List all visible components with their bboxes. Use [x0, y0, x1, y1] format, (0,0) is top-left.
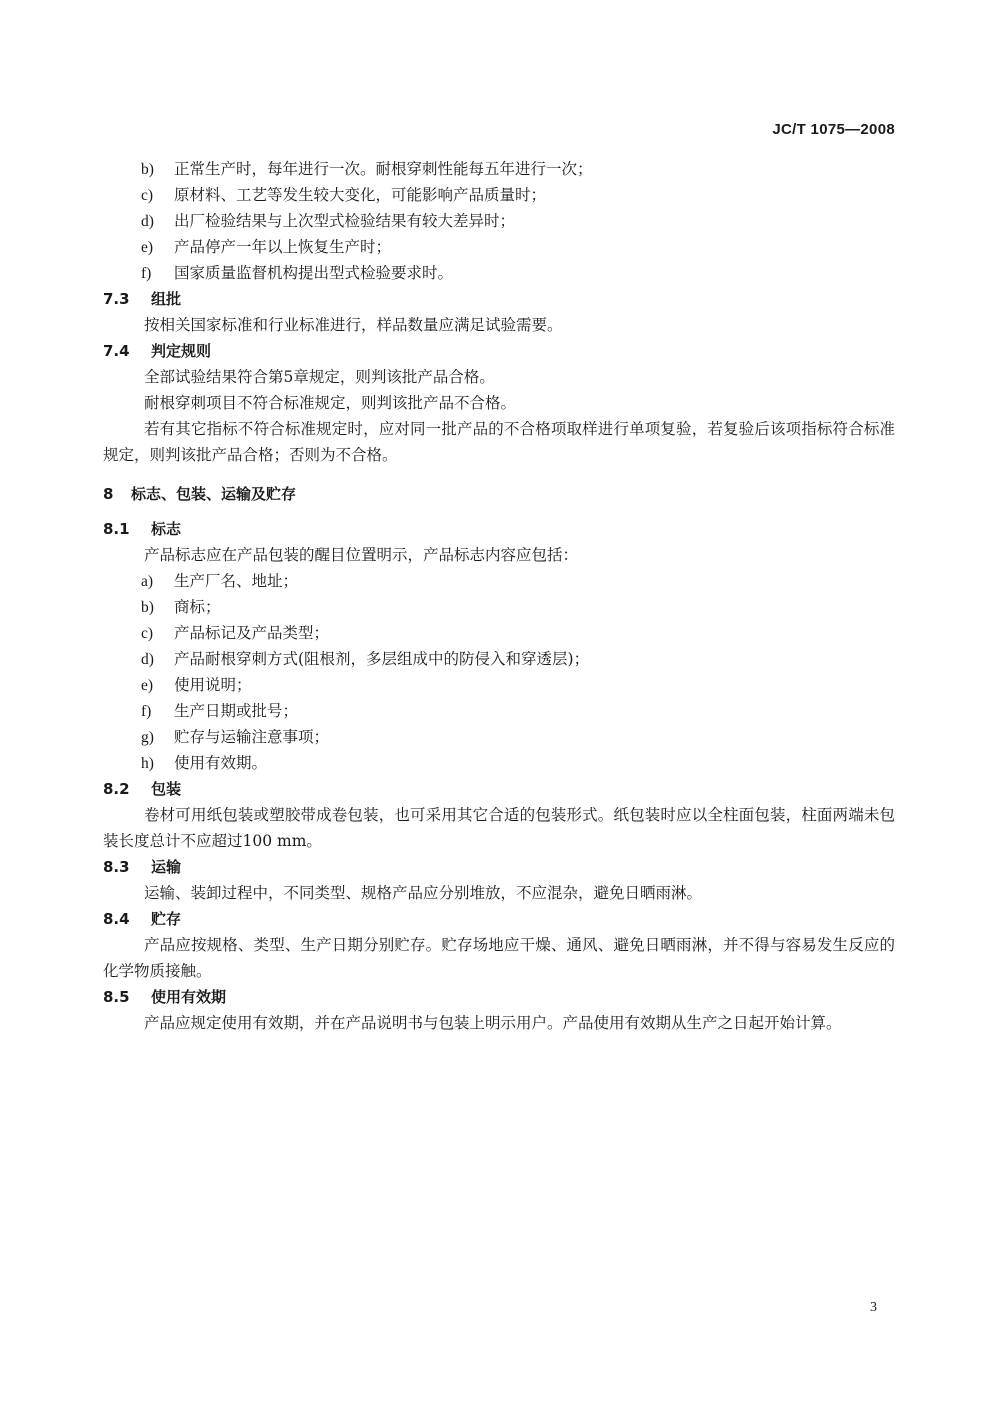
packaging-paragraph: 卷材可用纸包装或塑胶带成卷包装，也可采用其它合适的包装形式。纸包装时应以全柱面包装，柱面两端未包装长度总计不应超过100 mm。: [103, 806, 895, 850]
list-marker: e): [141, 239, 154, 256]
section-title: 组批: [151, 290, 182, 308]
section-number: 8.1: [103, 520, 130, 538]
section-number: 8.2: [103, 780, 130, 798]
judgement-paragraph-3: 若有其它指标不符合标准规定时，应对同一批产品的不合格项取样进行单项复验，若复验后该项指标符合标准规定，则判该批产品合格；否则为不合格。: [103, 420, 895, 464]
list-marker: f): [141, 703, 152, 720]
list-text: 使用说明；: [174, 676, 252, 694]
list-marker: h): [141, 755, 154, 772]
list-marker: e): [141, 677, 154, 694]
list-text: 出厂检验结果与上次型式检验结果有较大差异时；: [174, 212, 516, 230]
section-heading-8: [103, 481, 895, 507]
list-item: [103, 182, 895, 208]
document-code: JC/T 1075—2008: [772, 121, 895, 138]
section-number: 7.4: [103, 342, 130, 360]
batching-paragraph: 按相关国家标准和行业标准进行，样品数量应满足试验需要。: [144, 316, 563, 334]
list-text: 产品标记及产品类型；: [174, 624, 330, 642]
section-number: 7.3: [103, 290, 130, 308]
list-item: [103, 234, 895, 260]
list-text: 商标；: [174, 598, 221, 616]
list-marker: c): [141, 187, 154, 204]
marking-intro: 产品标志应在产品包装的醒目位置明示，产品标志内容应包括：: [144, 546, 579, 564]
list-marker: g): [141, 729, 154, 746]
list-text: 使用有效期。: [174, 754, 268, 772]
list-marker: d): [141, 651, 154, 668]
page-content: [103, 156, 895, 1036]
transport-paragraph: 运输、装卸过程中，不同类型、规格产品应分别堆放，不应混杂，避免日晒雨淋。: [144, 884, 703, 902]
list-marker: b): [141, 161, 154, 178]
section-number: 8.4: [103, 910, 130, 928]
list-item: [103, 208, 895, 234]
list-text: 产品停产一年以上恢复生产时；: [174, 238, 392, 256]
list-marker: d): [141, 213, 154, 230]
section-title: 使用有效期: [151, 988, 227, 1006]
section-title: 判定规则: [151, 342, 212, 360]
list-text: 国家质量监督机构提出型式检验要求时。: [174, 264, 454, 282]
list-text: 正常生产时，每年进行一次。耐根穿刺性能每五年进行一次；: [174, 160, 593, 178]
validity-paragraph: 产品应规定使用有效期，并在产品说明书与包装上明示用户。产品使用有效期从生产之日起开始计算。: [144, 1014, 842, 1032]
section-title: 运输: [151, 858, 182, 876]
section-number: 8.5: [103, 988, 130, 1006]
section-heading-8-4: [103, 906, 895, 932]
page-number: 3: [870, 1300, 877, 1315]
list-item: [103, 698, 895, 724]
list-item: [103, 646, 895, 672]
list-item: [103, 672, 895, 698]
section-title: 包装: [151, 780, 182, 798]
section-heading-8-5: [103, 984, 895, 1010]
section-title: 标志、包装、运输及贮存: [131, 485, 297, 503]
list-text: 生产日期或批号；: [174, 702, 299, 720]
list-marker: b): [141, 599, 154, 616]
list-item: [103, 594, 895, 620]
judgement-paragraph-1: 全部试验结果符合第5章规定，则判该批产品合格。: [144, 368, 495, 386]
judgement-paragraph-2: 耐根穿刺项目不符合标准规定，则判该批产品不合格。: [144, 394, 517, 412]
section-heading-8-3: [103, 854, 895, 880]
list-marker: a): [141, 573, 154, 590]
list-marker: c): [141, 625, 154, 642]
section-number: 8: [103, 485, 114, 503]
section-title: 标志: [151, 520, 182, 538]
list-text: 产品耐根穿刺方式(阻根剂，多层组成中的防侵入和穿透层)；: [174, 650, 590, 668]
list-item: [103, 724, 895, 750]
section-title: 贮存: [151, 910, 182, 928]
section-heading-8-2: [103, 776, 895, 802]
section-number: 8.3: [103, 858, 130, 876]
list-item: [103, 568, 895, 594]
inspection-condition-list: [103, 156, 895, 286]
list-marker: f): [141, 265, 152, 282]
storage-paragraph: 产品应按规格、类型、生产日期分别贮存。贮存场地应干燥、通风、避免日晒雨淋，并不得与容易发生反应的化学物质接触。: [103, 936, 895, 980]
list-item: [103, 620, 895, 646]
list-text: 原材料、工艺等发生较大变化，可能影响产品质量时；: [174, 186, 547, 204]
list-item: [103, 156, 895, 182]
section-heading-7-3: [103, 286, 895, 312]
list-item: [103, 260, 895, 286]
marking-list: [103, 568, 895, 776]
section-heading-7-4: [103, 338, 895, 364]
list-text: 贮存与运输注意事项；: [174, 728, 330, 746]
list-item: [103, 750, 895, 776]
section-heading-8-1: [103, 516, 895, 542]
list-text: 生产厂名、地址；: [174, 572, 299, 590]
